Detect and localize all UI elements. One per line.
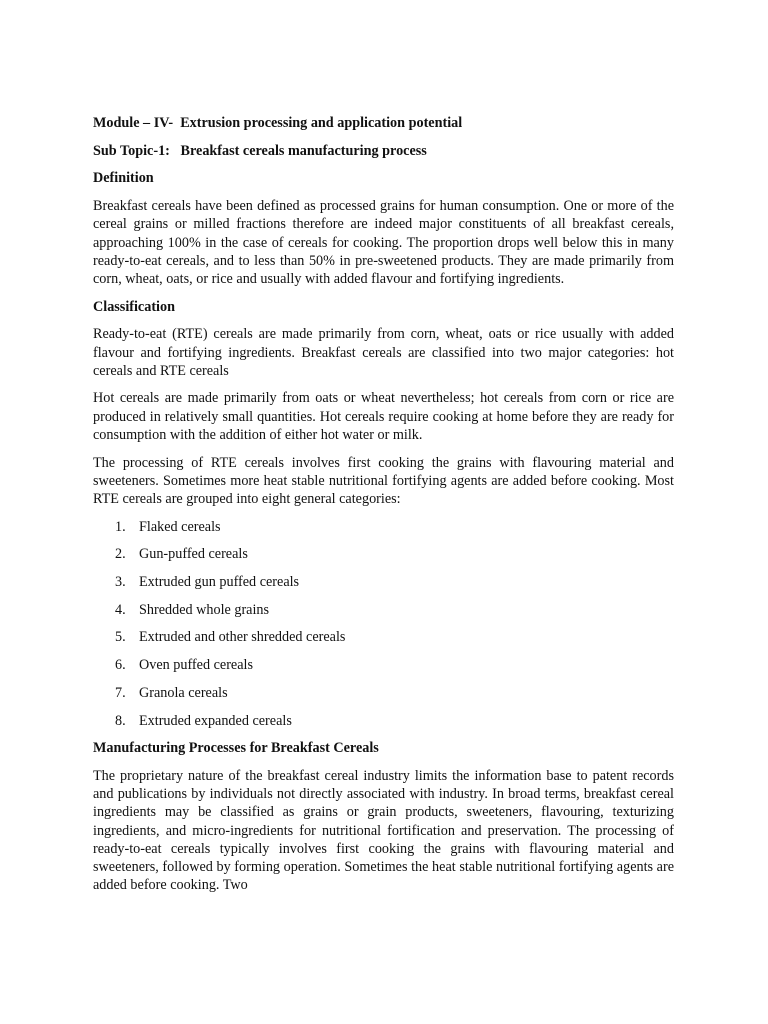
list-number: 7. <box>115 684 126 701</box>
classification-paragraph-2: Hot cereals are made primarily from oats or wheat nevertheless; hot cereals from corn or rice are produced in relatively small quantities. Hot cereals require cooking at home before they are ready for consumption with the addition of either hot water or milk. <box>93 390 674 443</box>
definition-paragraph: Breakfast cereals have been defined as processed grains for human consumption. One or more of the cereal grains or milled fractions therefore are indeed major constituents of all breakfast cereals, approaching 100% in the case of cereals for cooking. The proportion drops well below this in many ready-to-eat cereals, and to less than 50% in pre-sweetened products. They are made primarily from corn, wheat, oats, or rice and usually with added flavour and fortifying ingredients. <box>93 198 674 287</box>
document-page <box>93 114 674 904</box>
list-number: 5. <box>115 629 126 646</box>
classification-paragraph-3: The processing of RTE cereals involves first cooking the grains with flavouring material and sweeteners. Sometimes more heat stable nutritional fortifying agents are added before cooking. Most RTE cereals are grouped into eight general categories: <box>93 454 674 507</box>
list-item-text: Shredded whole grains <box>139 601 270 618</box>
definition-heading: Definition <box>93 170 154 187</box>
list-item <box>93 712 674 730</box>
subtopic-title: Sub Topic-1: Breakfast cereals manufacturing process <box>93 142 427 159</box>
list-item <box>93 573 674 591</box>
list-number: 4. <box>115 601 126 618</box>
list-item <box>93 684 674 702</box>
list-item <box>93 628 674 646</box>
list-item <box>93 545 674 563</box>
list-item <box>93 656 674 674</box>
classification-heading: Classification <box>93 298 175 315</box>
rte-categories-list <box>93 518 674 730</box>
list-item-text: Flaked cereals <box>139 518 221 535</box>
list-item <box>93 518 674 536</box>
list-number: 1. <box>115 518 126 535</box>
list-number: 3. <box>115 574 126 591</box>
list-item-text: Extruded and other shredded cereals <box>139 629 346 646</box>
list-item-text: Gun-puffed cereals <box>139 546 248 563</box>
list-item <box>93 601 674 619</box>
list-number: 6. <box>115 657 126 674</box>
module-title: Module – IV- Extrusion processing and application potential <box>93 115 463 131</box>
list-item-text: Extruded expanded cereals <box>139 712 292 729</box>
manufacturing-heading: Manufacturing Processes for Breakfast Cereals <box>93 740 379 757</box>
list-number: 8. <box>115 712 126 729</box>
list-item-text: Oven puffed cereals <box>139 657 253 674</box>
list-item-text: Extruded gun puffed cereals <box>139 574 300 591</box>
manufacturing-paragraph: The proprietary nature of the breakfast cereal industry limits the information base to patent records and publications by individuals not directly associated with industry. In broad terms, breakfast cereal ingredients may be classified as grains or grain products, sweeteners, flavouring, texturizing ingredients, and micro-ingredients for nutritional fortification and preservation. The processing of ready-to-eat cereals typically involves first cooking the grains with flavouring material and sweeteners, followed by forming operation. Sometimes the heat stable nutritional fortifying agents are added before cooking. Two <box>93 767 674 894</box>
list-number: 2. <box>115 546 126 563</box>
list-item-text: Granola cereals <box>139 684 228 701</box>
classification-paragraph-1: Ready-to-eat (RTE) cereals are made primarily from corn, wheat, oats or rice usually with added flavour and fortifying ingredients. Breakfast cereals are classified into two major categories: hot cereals and RTE cereals <box>93 326 674 379</box>
